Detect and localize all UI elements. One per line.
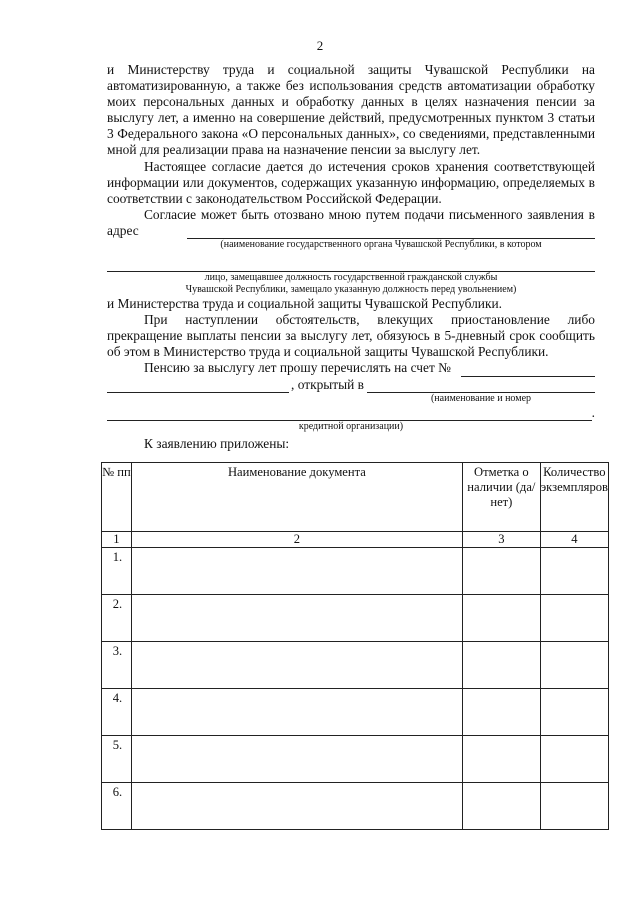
revocation-caption-1: (наименование государственного органа Чувашской Республики, в котором [220, 239, 542, 251]
opened-in-text: , открытый в [291, 376, 364, 392]
table-row [102, 642, 609, 689]
table-row [102, 548, 609, 595]
table-row [102, 595, 609, 642]
row-index: 6. [102, 783, 132, 830]
account-number-blank [461, 363, 595, 377]
bank-line-dot: . [591, 404, 595, 420]
row-index: 2. [102, 595, 132, 642]
bank-name-blank-2 [107, 407, 592, 421]
attachments-table [101, 462, 609, 830]
header-number: № пп [102, 463, 132, 532]
revocation-caption-2: лицо, замещавшее должность государственной гражданской службы [204, 272, 498, 284]
circumstances-paragraph: При наступлении обстоятельств, влекущих приостановление либо прекращение выплаты пенсии за выслугу лет, обязуюсь в 5-дневный срок сообщить об этом в Министерство труда и социальной защиты Чувашской Республики. [107, 312, 595, 360]
row-index: 1. [102, 548, 132, 595]
table-row [102, 689, 609, 736]
account-line [107, 360, 595, 376]
header-presence-mark: Отметка о наличии (да/нет) [462, 463, 540, 532]
header-copies-count: Количество экземпляров [540, 463, 608, 532]
consent-paragraph: и Министерству труда и социальной защиты Чувашской Республики на автоматизированную, а также без использования средств автоматизации обработку моих персональных данных и обработку данных в целях назначения пенсии за выслугу лет, а именно на совершение действий, предусмотренных пунктом 3 статьи 3 Федерального закона «О персональных данных», со сведениями, представленными мной для реализации права на назначение пенсии за выслугу лет. [107, 62, 595, 158]
bank-caption-1: (наименование и номер [430, 392, 532, 404]
row-index: 5. [102, 736, 132, 783]
column-number: 4 [540, 532, 608, 548]
validity-paragraph: Настоящее согласие дается до истечения сроков хранения соответствующей информации или документов, содержащих указанную информацию, определяемых в соответствии с законодательством Российской Федерации. [107, 158, 595, 206]
bank-caption-2: кредитной организации) [298, 420, 404, 432]
page-number: 2 [316, 38, 324, 53]
bank-name-blank [367, 379, 595, 393]
row-index: 4. [102, 689, 132, 736]
account-text: Пенсию за выслугу лет прошу перечислять на счет № [144, 360, 451, 376]
column-number: 1 [102, 532, 132, 548]
column-number-row [102, 532, 609, 548]
table-row [102, 736, 609, 783]
account-number-blank-cont [107, 379, 289, 393]
revocation-text: Согласие может быть отозвано мною путем подачи письменного заявления в адрес [107, 206, 595, 238]
revocation-blank-line [107, 257, 595, 272]
attachments-heading: К заявлению приложены: [144, 436, 290, 451]
document-body [107, 62, 595, 433]
header-document-name: Наименование документа [131, 463, 462, 532]
column-number: 2 [131, 532, 462, 548]
revocation-continuation: и Министерства труда и социальной защиты Чувашской Республики. [107, 296, 502, 312]
revocation-caption-3: Чувашской Республики, замещало указанную должность перед увольнением) [185, 284, 517, 296]
row-index: 3. [102, 642, 132, 689]
column-number: 3 [462, 532, 540, 548]
revocation-address-rule [187, 224, 595, 239]
bank-line [107, 377, 595, 393]
bank-line-2 [107, 405, 595, 421]
table-row [102, 783, 609, 830]
table-header-row [102, 463, 609, 532]
